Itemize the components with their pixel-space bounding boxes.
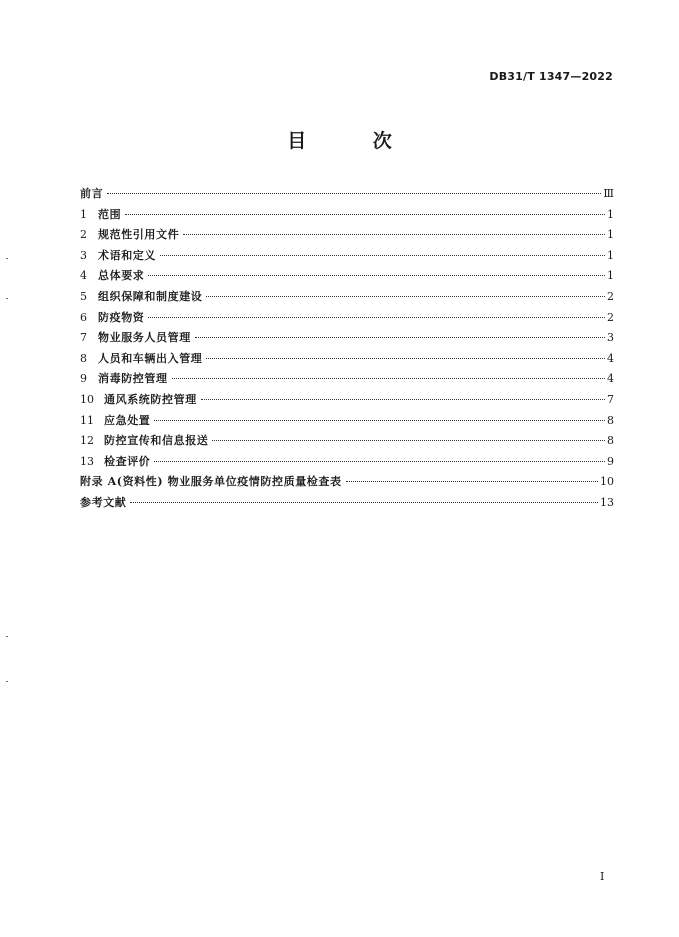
toc-entry[interactable] xyxy=(80,308,614,329)
page-title: 目 次 xyxy=(287,130,422,152)
toc-entry-number: 1 xyxy=(80,207,87,221)
toc-entry-label: 总体要求 xyxy=(98,269,145,283)
toc-entry-label: 检查评价 xyxy=(104,454,151,468)
toc-leader-dots xyxy=(195,337,605,338)
toc-entry-number: 2 xyxy=(80,228,87,242)
toc-entry-label: 物业服务人员管理 xyxy=(98,331,191,345)
toc-leader-dots xyxy=(130,502,598,503)
toc-entry-page: 4 xyxy=(607,351,614,365)
toc-entry-number: 3 xyxy=(80,248,87,262)
toc-entry-label: 规范性引用文件 xyxy=(98,228,180,242)
toc-entry-number: 10 xyxy=(80,392,94,406)
toc-entry-number: 7 xyxy=(80,331,87,345)
toc-entry-page: 1 xyxy=(607,248,614,262)
toc-entry[interactable] xyxy=(80,452,614,473)
toc-leader-dots xyxy=(183,234,605,235)
toc-leader-dots xyxy=(172,378,605,379)
toc-leader-dots xyxy=(212,440,605,441)
toc-leader-dots xyxy=(148,275,605,276)
toc-entry-page: 1 xyxy=(607,228,614,242)
scan-edge-mark xyxy=(6,681,8,682)
page-number: I xyxy=(600,870,605,883)
toc-entry[interactable] xyxy=(80,287,614,308)
toc-entry[interactable] xyxy=(80,411,614,432)
table-of-contents xyxy=(80,184,614,514)
toc-entry-page: 8 xyxy=(607,413,614,427)
toc-entry-label: 防控宣传和信息报送 xyxy=(104,434,209,448)
toc-entry[interactable] xyxy=(80,328,614,349)
toc-leader-dots xyxy=(206,358,605,359)
toc-entry-page: 1 xyxy=(607,207,614,221)
toc-entry[interactable] xyxy=(80,266,614,287)
toc-leader-dots xyxy=(346,481,598,482)
toc-leader-dots xyxy=(160,255,605,256)
toc-leader-dots xyxy=(201,399,605,400)
toc-entry[interactable] xyxy=(80,205,614,226)
toc-entry-number: 13 xyxy=(80,454,94,468)
toc-entry-label: 应急处置 xyxy=(104,413,151,427)
toc-entry[interactable] xyxy=(80,369,614,390)
toc-entry-label: 防疫物资 xyxy=(98,310,145,324)
toc-entry-label: 人员和车辆出入管理 xyxy=(98,351,203,365)
toc-entry-page: 3 xyxy=(607,331,614,345)
toc-entry[interactable] xyxy=(80,390,614,411)
toc-entry-number: 9 xyxy=(80,372,87,386)
toc-leader-dots xyxy=(154,420,605,421)
toc-entry-label: 通风系统防控管理 xyxy=(104,392,197,406)
toc-leader-dots xyxy=(125,214,605,215)
toc-entry-number: 4 xyxy=(80,269,87,283)
toc-leader-dots xyxy=(154,461,605,462)
scan-edge-mark xyxy=(6,636,8,637)
toc-entry[interactable] xyxy=(80,431,614,452)
toc-entry-number: 11 xyxy=(80,413,94,427)
toc-entry[interactable] xyxy=(80,493,614,514)
toc-entry-page: 8 xyxy=(607,434,614,448)
toc-entry-page: 13 xyxy=(600,495,614,509)
toc-entry-page: 7 xyxy=(607,392,614,406)
toc-entry-page: 1 xyxy=(607,269,614,283)
toc-entry[interactable] xyxy=(80,184,614,205)
toc-entry[interactable] xyxy=(80,225,614,246)
toc-entry-number: 8 xyxy=(80,351,87,365)
toc-entry[interactable] xyxy=(80,246,614,267)
scan-edge-mark xyxy=(6,298,8,299)
toc-entry-page: Ⅲ xyxy=(603,187,614,200)
toc-entry-label: 组织保障和制度建设 xyxy=(98,289,203,303)
toc-entry-label: 消毒防控管理 xyxy=(98,372,168,386)
toc-entry-label: 前言 xyxy=(80,187,104,200)
toc-entry-page: 9 xyxy=(607,454,614,468)
toc-leader-dots xyxy=(148,317,605,318)
doc-code: DB31/T 1347—2022 xyxy=(489,70,613,83)
toc-entry-number: 12 xyxy=(80,434,94,448)
toc-entry-number: 6 xyxy=(80,310,87,324)
toc-entry-page: 10 xyxy=(600,475,614,489)
scan-edge-mark xyxy=(6,258,8,259)
toc-entry-label: 术语和定义 xyxy=(98,248,156,262)
toc-entry[interactable] xyxy=(80,349,614,370)
toc-entry-page: 2 xyxy=(607,310,614,324)
toc-entry-number: 5 xyxy=(80,289,87,303)
toc-entry-label: 附录 A(资料性) 物业服务单位疫情防控质量检查表 xyxy=(80,475,342,489)
toc-entry-label: 参考文献 xyxy=(80,495,127,509)
toc-leader-dots xyxy=(206,296,605,297)
toc-entry-label: 范围 xyxy=(98,207,122,221)
toc-entry-page: 2 xyxy=(607,289,614,303)
toc-leader-dots xyxy=(107,193,601,194)
toc-entry[interactable] xyxy=(80,472,614,493)
toc-entry-page: 4 xyxy=(607,372,614,386)
